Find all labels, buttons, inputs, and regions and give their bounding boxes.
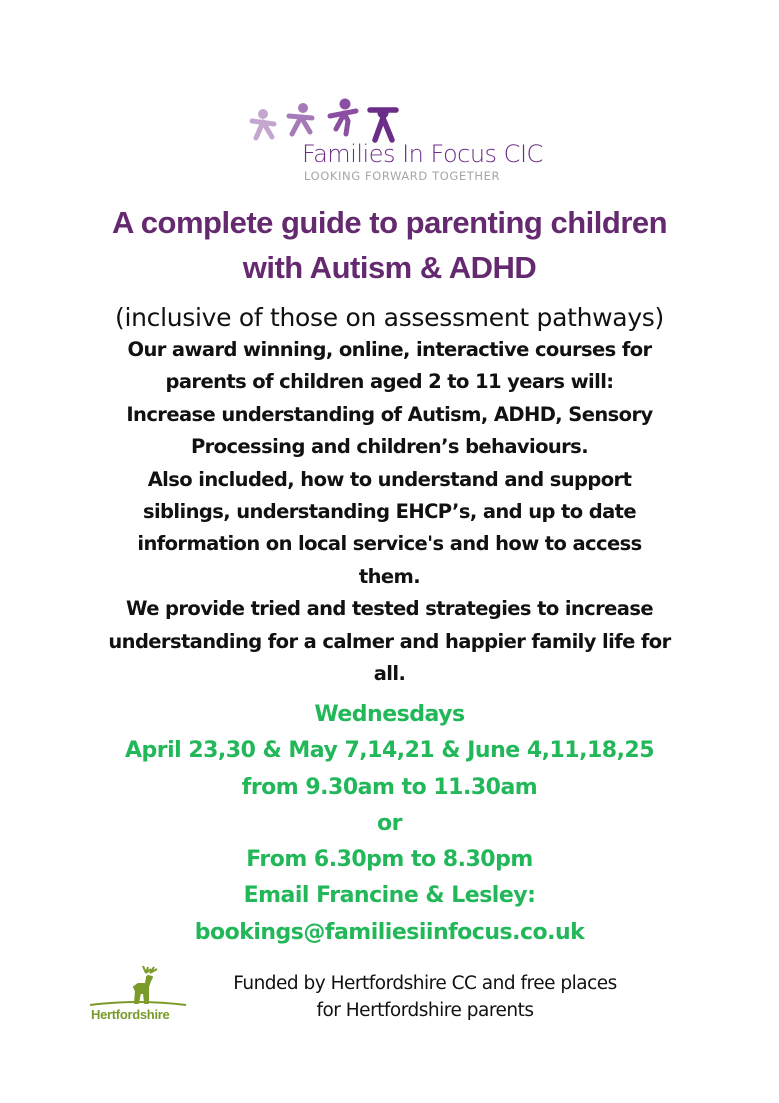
schedule	[0, 697, 779, 951]
body-line: siblings, understanding EHCP’s, and up to date	[142, 500, 637, 524]
schedule-morning-time: from 9.30am to 11.30am	[241, 774, 538, 800]
title-line-2: with Autism & ADHD	[242, 250, 537, 285]
figure-2-icon	[289, 103, 312, 134]
funding-note	[190, 970, 660, 1024]
hertfordshire-logo	[88, 963, 188, 1025]
body-line: We provide tried and tested strategies to increase	[126, 597, 653, 621]
hertfordshire-logo-text: Hertfordshire	[91, 1007, 170, 1022]
body-line: them.	[358, 564, 421, 588]
body-line: Processing and children’s behaviours.	[190, 435, 589, 459]
body-line: Our award winning, online, interactive courses for	[127, 338, 652, 361]
funded-line-1: Funded by Hertfordshire CC and free places	[233, 973, 617, 994]
families-in-focus-logo	[244, 96, 544, 188]
subtitle: (inclusive of those on assessment pathways)	[114, 303, 664, 332]
schedule-dates: April 23,30 & May 7,14,21 & June 4,11,18,25	[124, 738, 655, 764]
contact-label: Email Francine & Lesley:	[243, 883, 536, 909]
funded-line-2: for Hertfordshire parents	[316, 1000, 534, 1021]
body-line: understanding for a calmer and happier family life for	[108, 629, 671, 653]
logo-tagline: LOOKING FORWARD TOGETHER	[304, 169, 501, 183]
body-line: Also included, how to understand and support	[147, 467, 632, 491]
figure-4-icon	[370, 108, 396, 141]
body-line: information on local service's and how to access	[137, 532, 642, 556]
body-line: Increase understanding of Autism, ADHD, Sensory	[126, 402, 653, 426]
contact-email-link[interactable]: bookings@familiesiinfocus.co.uk	[194, 919, 585, 945]
page-title	[0, 200, 779, 290]
schedule-evening-time: From 6.30pm to 8.30pm	[246, 847, 533, 873]
stag-icon	[88, 963, 188, 1009]
figure-3-icon	[330, 99, 356, 135]
course-description	[70, 334, 709, 690]
schedule-or: or	[377, 810, 402, 836]
figure-1-icon	[252, 109, 274, 138]
body-line: parents of children aged 2 to 11 years will:	[165, 370, 614, 394]
title-line-1: A complete guide to parenting children	[111, 205, 668, 240]
body-line: all.	[373, 662, 406, 686]
schedule-day: Wednesdays	[314, 702, 465, 727]
logo-name: Families In Focus CIC	[302, 140, 543, 168]
